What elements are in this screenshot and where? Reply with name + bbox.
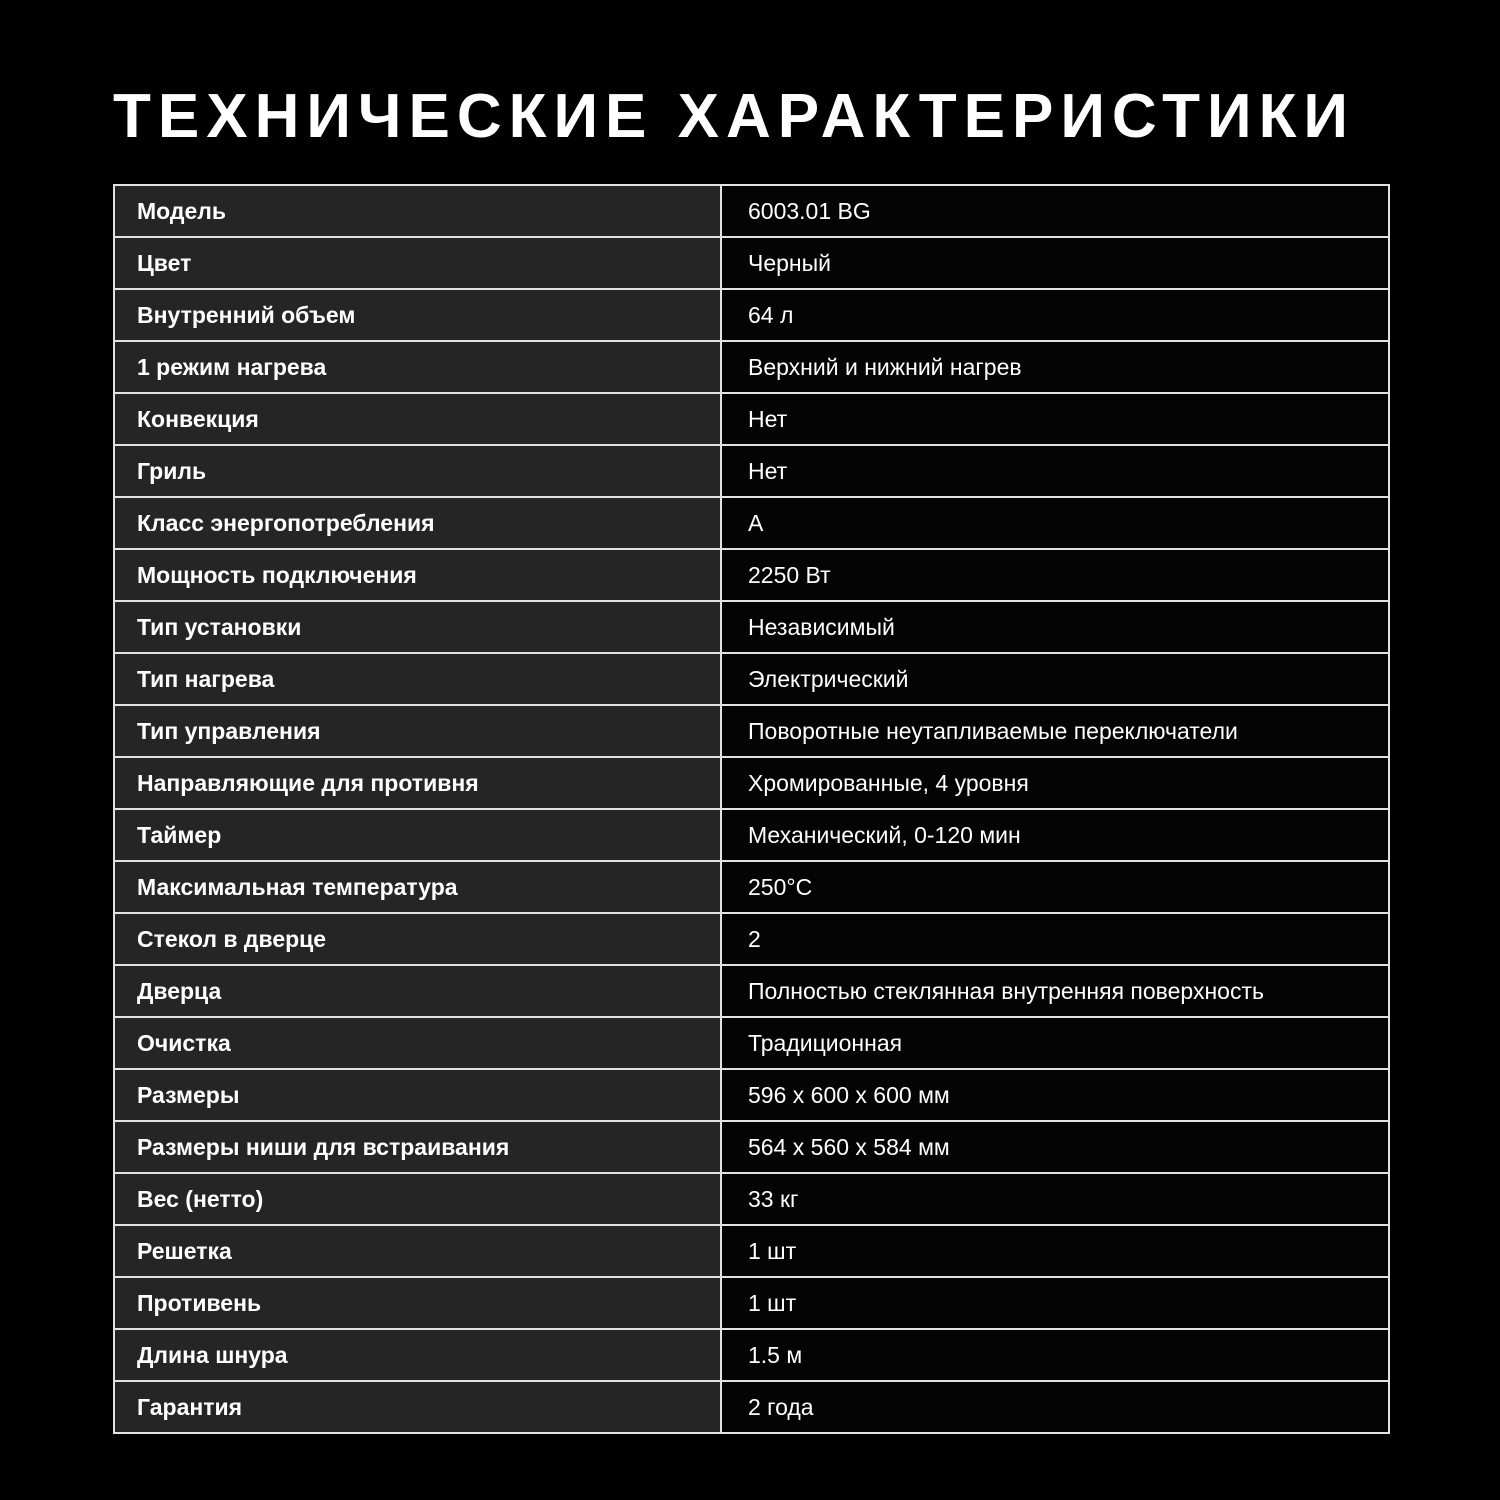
table-row xyxy=(114,601,1389,653)
table-row xyxy=(114,913,1389,965)
spec-value: Полностью стеклянная внутренняя поверхность xyxy=(721,965,1389,1017)
spec-label: Очистка xyxy=(114,1017,721,1069)
spec-sheet xyxy=(113,0,1390,1434)
spec-value: 33 кг xyxy=(721,1173,1389,1225)
spec-label: Цвет xyxy=(114,237,721,289)
spec-value: 2250 Вт xyxy=(721,549,1389,601)
table-row xyxy=(114,497,1389,549)
spec-value: 1 шт xyxy=(721,1225,1389,1277)
table-row xyxy=(114,1225,1389,1277)
spec-table xyxy=(113,184,1390,1434)
spec-value: Черный xyxy=(721,237,1389,289)
table-row xyxy=(114,861,1389,913)
spec-value: 2 года xyxy=(721,1381,1389,1433)
spec-label: Направляющие для противня xyxy=(114,757,721,809)
spec-label: Таймер xyxy=(114,809,721,861)
spec-label: Решетка xyxy=(114,1225,721,1277)
spec-label: Тип установки xyxy=(114,601,721,653)
table-row xyxy=(114,965,1389,1017)
table-row xyxy=(114,549,1389,601)
spec-label: Класс энергопотребления xyxy=(114,497,721,549)
table-row xyxy=(114,289,1389,341)
spec-label: Вес (нетто) xyxy=(114,1173,721,1225)
spec-value: 64 л xyxy=(721,289,1389,341)
spec-value: 596 x 600 x 600 мм xyxy=(721,1069,1389,1121)
spec-value: 6003.01 BG xyxy=(721,185,1389,237)
spec-value: 2 xyxy=(721,913,1389,965)
page-title: ТЕХНИЧЕСКИЕ ХАРАКТЕРИСТИКИ xyxy=(113,82,1355,151)
table-row xyxy=(114,237,1389,289)
spec-value: 250°C xyxy=(721,861,1389,913)
spec-label: Стекол в дверце xyxy=(114,913,721,965)
table-row xyxy=(114,445,1389,497)
table-row xyxy=(114,185,1389,237)
spec-value: Нет xyxy=(721,393,1389,445)
spec-value: Независимый xyxy=(721,601,1389,653)
spec-value: Поворотные неутапливаемые переключатели xyxy=(721,705,1389,757)
spec-label: Максимальная температура xyxy=(114,861,721,913)
spec-label: Тип управления xyxy=(114,705,721,757)
spec-label: Длина шнура xyxy=(114,1329,721,1381)
spec-value: А xyxy=(721,497,1389,549)
table-row xyxy=(114,757,1389,809)
spec-label: 1 режим нагрева xyxy=(114,341,721,393)
table-row xyxy=(114,393,1389,445)
spec-label: Конвекция xyxy=(114,393,721,445)
table-row xyxy=(114,653,1389,705)
table-row xyxy=(114,1069,1389,1121)
spec-value: Традиционная xyxy=(721,1017,1389,1069)
table-row xyxy=(114,1277,1389,1329)
spec-value: 1 шт xyxy=(721,1277,1389,1329)
table-row xyxy=(114,1017,1389,1069)
spec-table-body xyxy=(114,185,1389,1433)
table-row xyxy=(114,1121,1389,1173)
spec-value: Механический, 0-120 мин xyxy=(721,809,1389,861)
spec-label: Противень xyxy=(114,1277,721,1329)
table-row xyxy=(114,1381,1389,1433)
table-row xyxy=(114,705,1389,757)
spec-value: 564 x 560 x 584 мм xyxy=(721,1121,1389,1173)
table-row xyxy=(114,341,1389,393)
spec-value: Нет xyxy=(721,445,1389,497)
table-row xyxy=(114,1329,1389,1381)
spec-value: Верхний и нижний нагрев xyxy=(721,341,1389,393)
spec-value: Хромированные, 4 уровня xyxy=(721,757,1389,809)
spec-label: Дверца xyxy=(114,965,721,1017)
spec-value: Электрический xyxy=(721,653,1389,705)
table-row xyxy=(114,809,1389,861)
spec-label: Модель xyxy=(114,185,721,237)
spec-label: Размеры xyxy=(114,1069,721,1121)
spec-label: Тип нагрева xyxy=(114,653,721,705)
spec-label: Внутренний объем xyxy=(114,289,721,341)
spec-label: Гриль xyxy=(114,445,721,497)
spec-label: Мощность подключения xyxy=(114,549,721,601)
spec-value: 1.5 м xyxy=(721,1329,1389,1381)
table-row xyxy=(114,1173,1389,1225)
spec-label: Размеры ниши для встраивания xyxy=(114,1121,721,1173)
spec-label: Гарантия xyxy=(114,1381,721,1433)
